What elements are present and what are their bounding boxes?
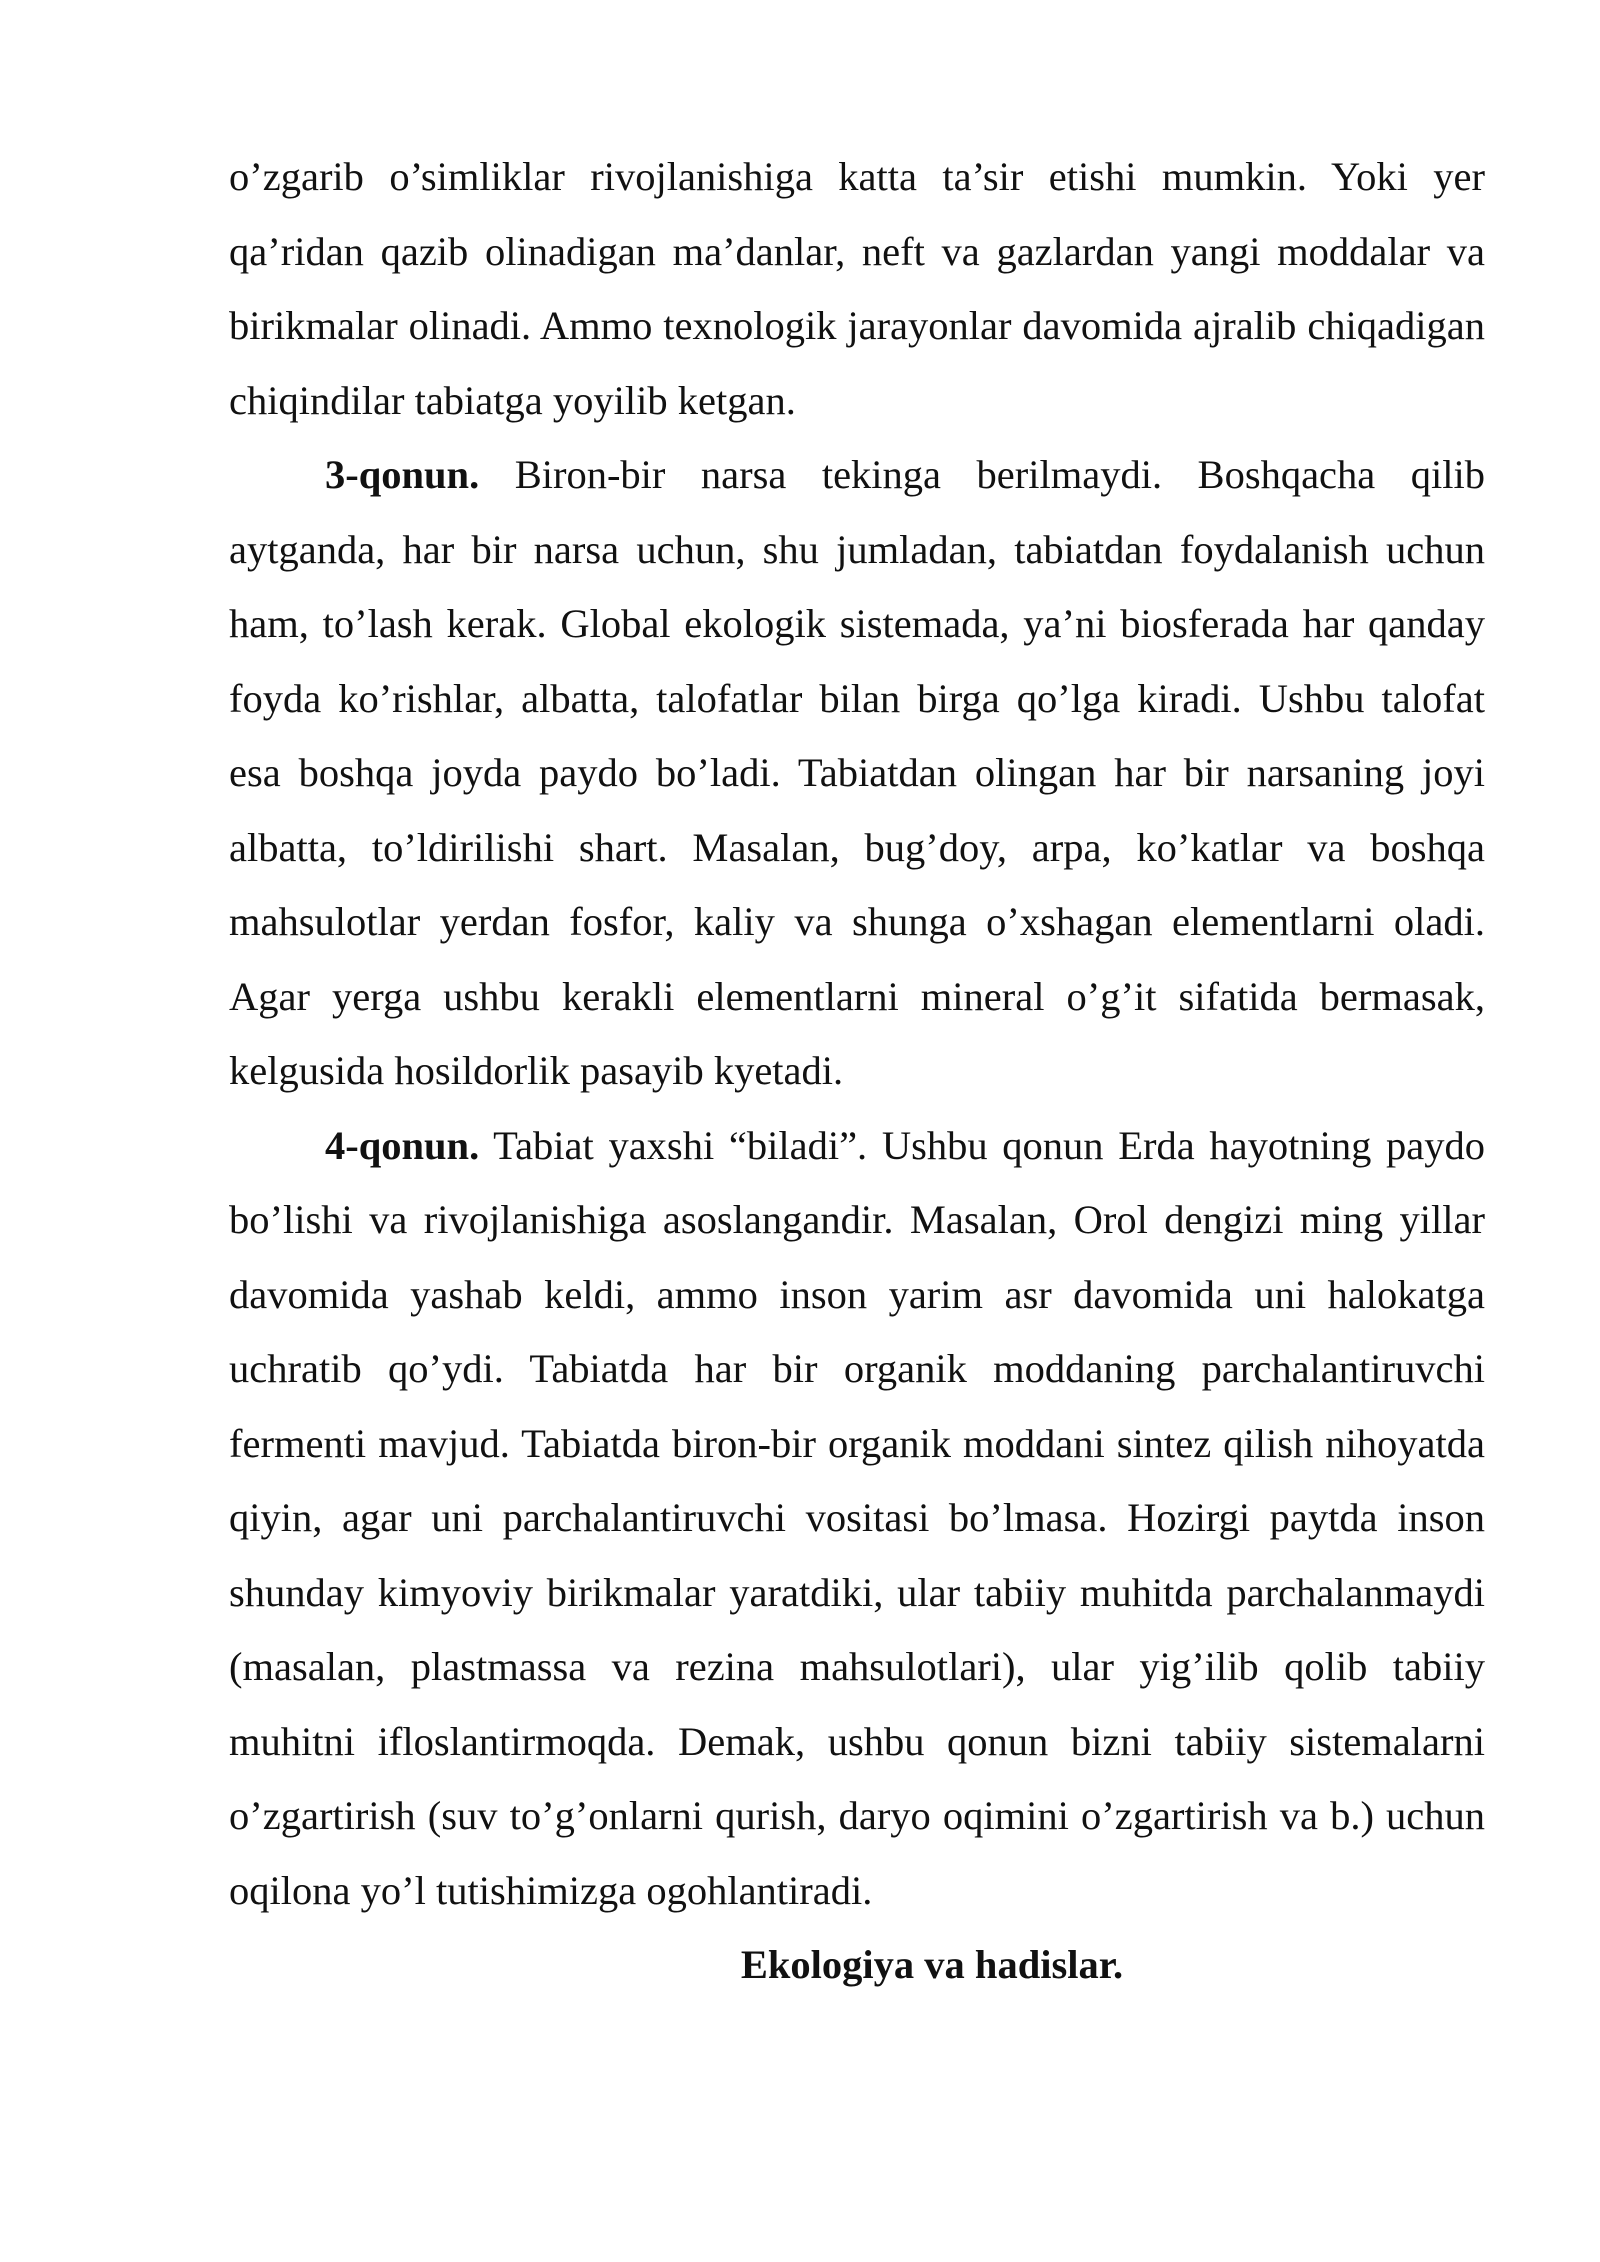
law-3-text: Biron-bir narsa tekinga berilmaydi. Boshqacha qilib aytganda, har bir narsa uchun, shu jumladan, tabiatdan foydalanish uchun ham, to’lash kerak. Global ekologik sistemada, ya’ni biosferada har qanday foyda ko’rishlar, albatta, talofatlar bilan birga qo’lga kiradi. Ushbu talofat esa boshqa joyda paydo bo’ladi. Tabiatdan olingan har bir narsaning joyi albatta, to’ldirilishi shart. Masalan, bug’doy, arpa, ko’katlar va boshqa mahsulotlar yerdan fosfor, kaliy va shunga o’xshagan elementlarni oladi. Agar yerga ushbu kerakli elementlarni mineral o’g’it sifatida bermasak, kelgusida hosildorlik pasayib kyetadi. [229, 452, 1485, 1093]
paragraph-continuation [229, 140, 1485, 438]
document-page [229, 140, 1485, 2003]
law-3-label: 3-qonun. [325, 452, 480, 497]
paragraph-law-4 [229, 1109, 1485, 1929]
law-4-text: Tabiat yaxshi “biladi”. Ushbu qonun Erda hayotning paydo bo’lishi va rivojlanishiga asoslangandir. Masalan, Orol dengizi ming yillar davomida yashab keldi, ammo inson yarim asr davomida uni halokatga uchratib qo’ydi. Tabiatda har bir organik moddaning parchalantiruvchi fermenti mavjud. Tabiatda biron-bir organik moddani sintez qilish nihoyatda qiyin, agar uni parchalantiruvchi vositasi bo’lmasa. Hozirgi paytda inson shunday kimyoviy birikmalar yaratdiki, ular tabiiy muhitda parchalanmaydi (masalan, plastmassa va rezina mahsulotlari), ular yig’ilib qolib tabiiy muhitni ifloslantirmoqda. Demak, ushbu qonun bizni tabiiy sistemalarni o’zgartirish (suv to’g’onlarni qurish, daryo oqimini o’zgartirish va b.) uchun oqilona yo’l tutishimizga ogohlantiradi. [229, 1122, 1485, 1913]
paragraph-text: o’zgarib o’simliklar rivojlanishiga katta ta’sir etishi mumkin. Yoki yer qa’ridan qazib olinadigan ma’danlar, neft va gazlardan yangi moddalar va birikmalar olinadi. Ammo texnologik jarayonlar davomida ajralib chiqadigan chiqindilar tabiatga yoyilib ketgan. [229, 154, 1485, 423]
law-4-label: 4-qonun. [325, 1122, 480, 1168]
section-heading: Ekologiya va hadislar. [740, 1942, 1124, 1987]
paragraph-law-3 [229, 438, 1485, 1109]
